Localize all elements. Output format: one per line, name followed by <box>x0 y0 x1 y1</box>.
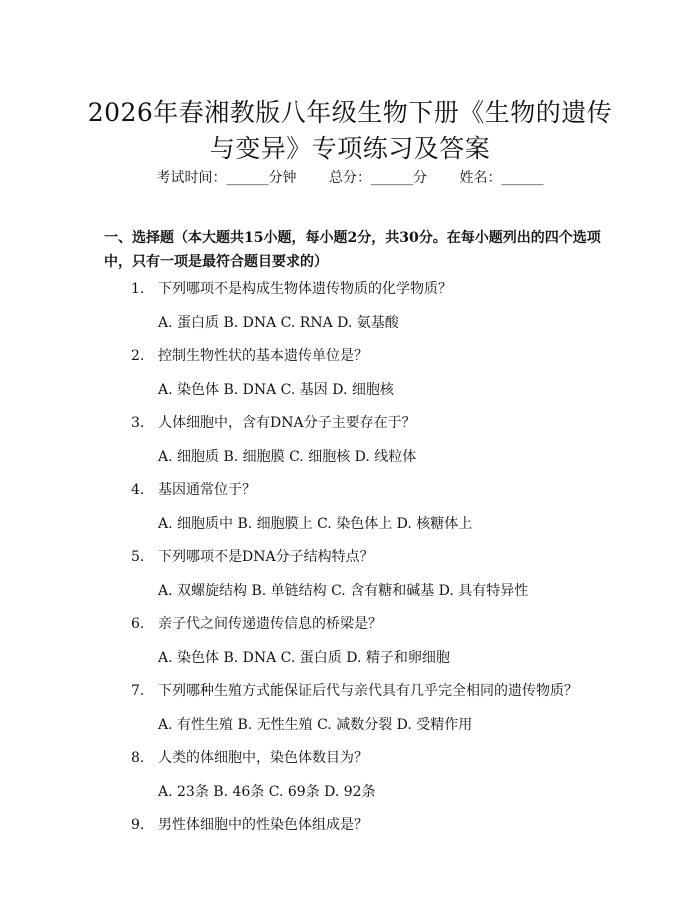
question-stem: 人体细胞中，含有DNA分子主要存在于？ <box>158 415 416 431</box>
question-stem: 人类的体细胞中，染色体数目为？ <box>158 750 368 766</box>
question-stem: 亲子代之间传递遗传信息的桥梁是？ <box>158 616 382 632</box>
question-number: 1. <box>131 281 145 297</box>
question-options: A. 蛋白质 B. DNA C. RNA D. 氨基酸 <box>158 315 399 331</box>
exam-time-field: 考试时间：______分钟 <box>156 170 297 186</box>
question-number: 3. <box>131 415 145 431</box>
question-stem: 控制生物性状的基本遗传单位是？ <box>158 348 368 364</box>
question-options: A. 染色体 B. DNA C. 基因 D. 细胞核 <box>158 382 394 398</box>
question-list <box>0 276 700 879</box>
question-options: A. 细胞质 B. 细胞膜 C. 细胞核 D. 线粒体 <box>158 449 417 465</box>
question-number: 4. <box>131 482 145 498</box>
question-item <box>0 745 700 812</box>
question-options: A. 23条 B. 46条 C. 69条 D. 92条 <box>158 784 376 800</box>
question-number: 7. <box>131 683 145 699</box>
question-item <box>0 812 700 879</box>
question-stem: 下列哪种生殖方式能保证后代与亲代具有几乎完全相同的遗传物质？ <box>158 683 578 699</box>
exam-info-bar <box>0 168 700 188</box>
question-item <box>0 544 700 611</box>
question-item <box>0 410 700 477</box>
question-item <box>0 477 700 544</box>
question-number: 2. <box>131 348 145 364</box>
student-name-field: 姓名：______ <box>459 170 544 186</box>
question-stem: 基因通常位于？ <box>158 482 256 498</box>
question-item <box>0 678 700 745</box>
question-options: A. 细胞质中 B. 细胞膜上 C. 染色体上 D. 核糖体上 <box>158 516 473 532</box>
question-options: A. 双螺旋结构 B. 单链结构 C. 含有糖和碱基 D. 具有特异性 <box>158 583 529 599</box>
question-options: A. 有性生殖 B. 无性生殖 C. 减数分裂 D. 受精作用 <box>158 717 473 733</box>
document-title: 2026年春湘教版八年级生物下册《生物的遗传与变异》专项练习及答案 <box>87 97 613 163</box>
total-score-field: 总分：______分 <box>329 170 427 186</box>
section-heading-multiple-choice: 一、选择题（本大题共15小题，每小题2分，共30分。在每小题列出的四个选项中，只有一项是最符合题目要求的） <box>104 230 601 270</box>
question-item <box>0 276 700 343</box>
question-stem: 下列哪项不是DNA分子结构特点？ <box>158 549 374 565</box>
question-number: 5. <box>131 549 145 565</box>
question-number: 6. <box>131 616 145 632</box>
question-stem: 下列哪项不是构成生物体遗传物质的化学物质？ <box>158 281 452 297</box>
question-item <box>0 343 700 410</box>
question-number: 9. <box>131 817 145 833</box>
question-options: A. 染色体 B. DNA C. 蛋白质 D. 精子和卵细胞 <box>158 650 450 666</box>
question-stem: 男性体细胞中的性染色体组成是？ <box>158 817 368 833</box>
question-number: 8. <box>131 750 145 766</box>
question-item <box>0 611 700 678</box>
